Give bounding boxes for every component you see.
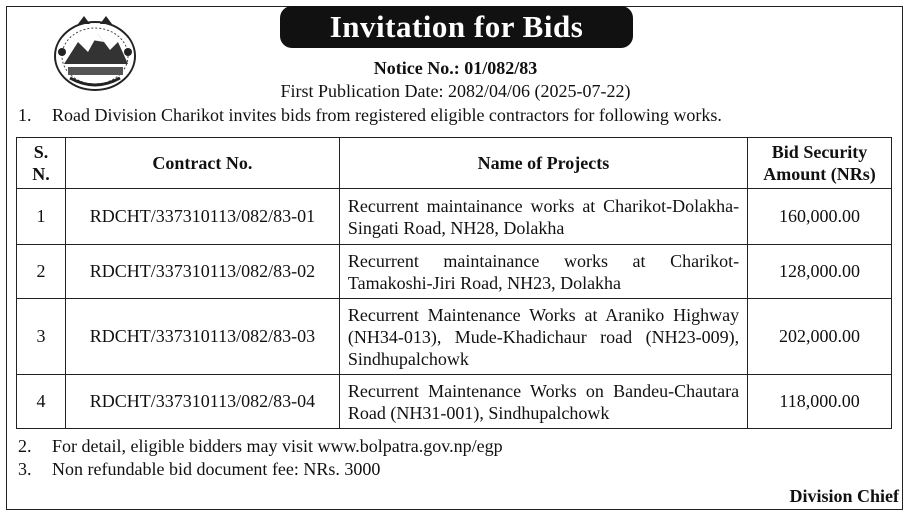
row-contract: RDCHT/337310113/082/83-03 bbox=[65, 299, 339, 375]
row-sn: 2 bbox=[17, 245, 66, 299]
header-contract: Contract No. bbox=[65, 138, 339, 189]
intro-text: Road Division Charikot invites bids from registered eligible contractors for following works. bbox=[52, 105, 722, 125]
row-amount: 202,000.00 bbox=[748, 299, 892, 375]
publication-date: First Publication Date: 2082/04/06 (2025-07-22) bbox=[280, 81, 631, 101]
row-sn: 4 bbox=[17, 375, 66, 429]
row-sn: 3 bbox=[17, 299, 66, 375]
bids-table bbox=[16, 137, 892, 429]
row-project: Recurrent Maintenance Works on Bandeu-Chautara Road (NH31-001), Sindhupalchowk bbox=[339, 375, 747, 429]
row-contract: RDCHT/337310113/082/83-02 bbox=[65, 245, 339, 299]
row-amount: 160,000.00 bbox=[748, 189, 892, 245]
item3-number: 3. bbox=[18, 459, 32, 479]
page-title: Invitation for Bids bbox=[280, 6, 633, 48]
table-row bbox=[17, 299, 892, 375]
table-row bbox=[17, 375, 892, 429]
row-project: Recurrent maintainance works at Charikot-Tamakoshi-Jiri Road, NH23, Dolakha bbox=[339, 245, 747, 299]
item2-text: For detail, eligible bidders may visit www.bolpatra.gov.np/egp bbox=[52, 436, 503, 456]
row-project: Recurrent Maintenance Works at Araniko Highway (NH34-013), Mude-Khadichaur road (NH23-009), Sindhupalchowk bbox=[339, 299, 747, 375]
detail-item bbox=[18, 436, 503, 457]
row-project: Recurrent maintainance works at Charikot-Dolakha-Singati Road, NH28, Dolakha bbox=[339, 189, 747, 245]
row-amount: 128,000.00 bbox=[748, 245, 892, 299]
row-contract: RDCHT/337310113/082/83-04 bbox=[65, 375, 339, 429]
item3-text: Non refundable bid document fee: NRs. 3000 bbox=[52, 459, 381, 479]
fee-item bbox=[18, 459, 380, 480]
header-sn: S. N. bbox=[17, 138, 66, 189]
signatory: Division Chief bbox=[789, 486, 899, 506]
table-header-row bbox=[17, 138, 892, 189]
row-amount: 118,000.00 bbox=[748, 375, 892, 429]
notice-number: Notice No.: 01/082/83 bbox=[373, 58, 538, 78]
item2-number: 2. bbox=[18, 436, 32, 456]
intro-number: 1. bbox=[18, 105, 32, 125]
row-contract: RDCHT/337310113/082/83-01 bbox=[65, 189, 339, 245]
header-project: Name of Projects bbox=[339, 138, 747, 189]
table-row bbox=[17, 245, 892, 299]
table-row bbox=[17, 189, 892, 245]
header-amount: Bid Security Amount (NRs) bbox=[748, 138, 892, 189]
intro-item bbox=[18, 105, 722, 126]
row-sn: 1 bbox=[17, 189, 66, 245]
